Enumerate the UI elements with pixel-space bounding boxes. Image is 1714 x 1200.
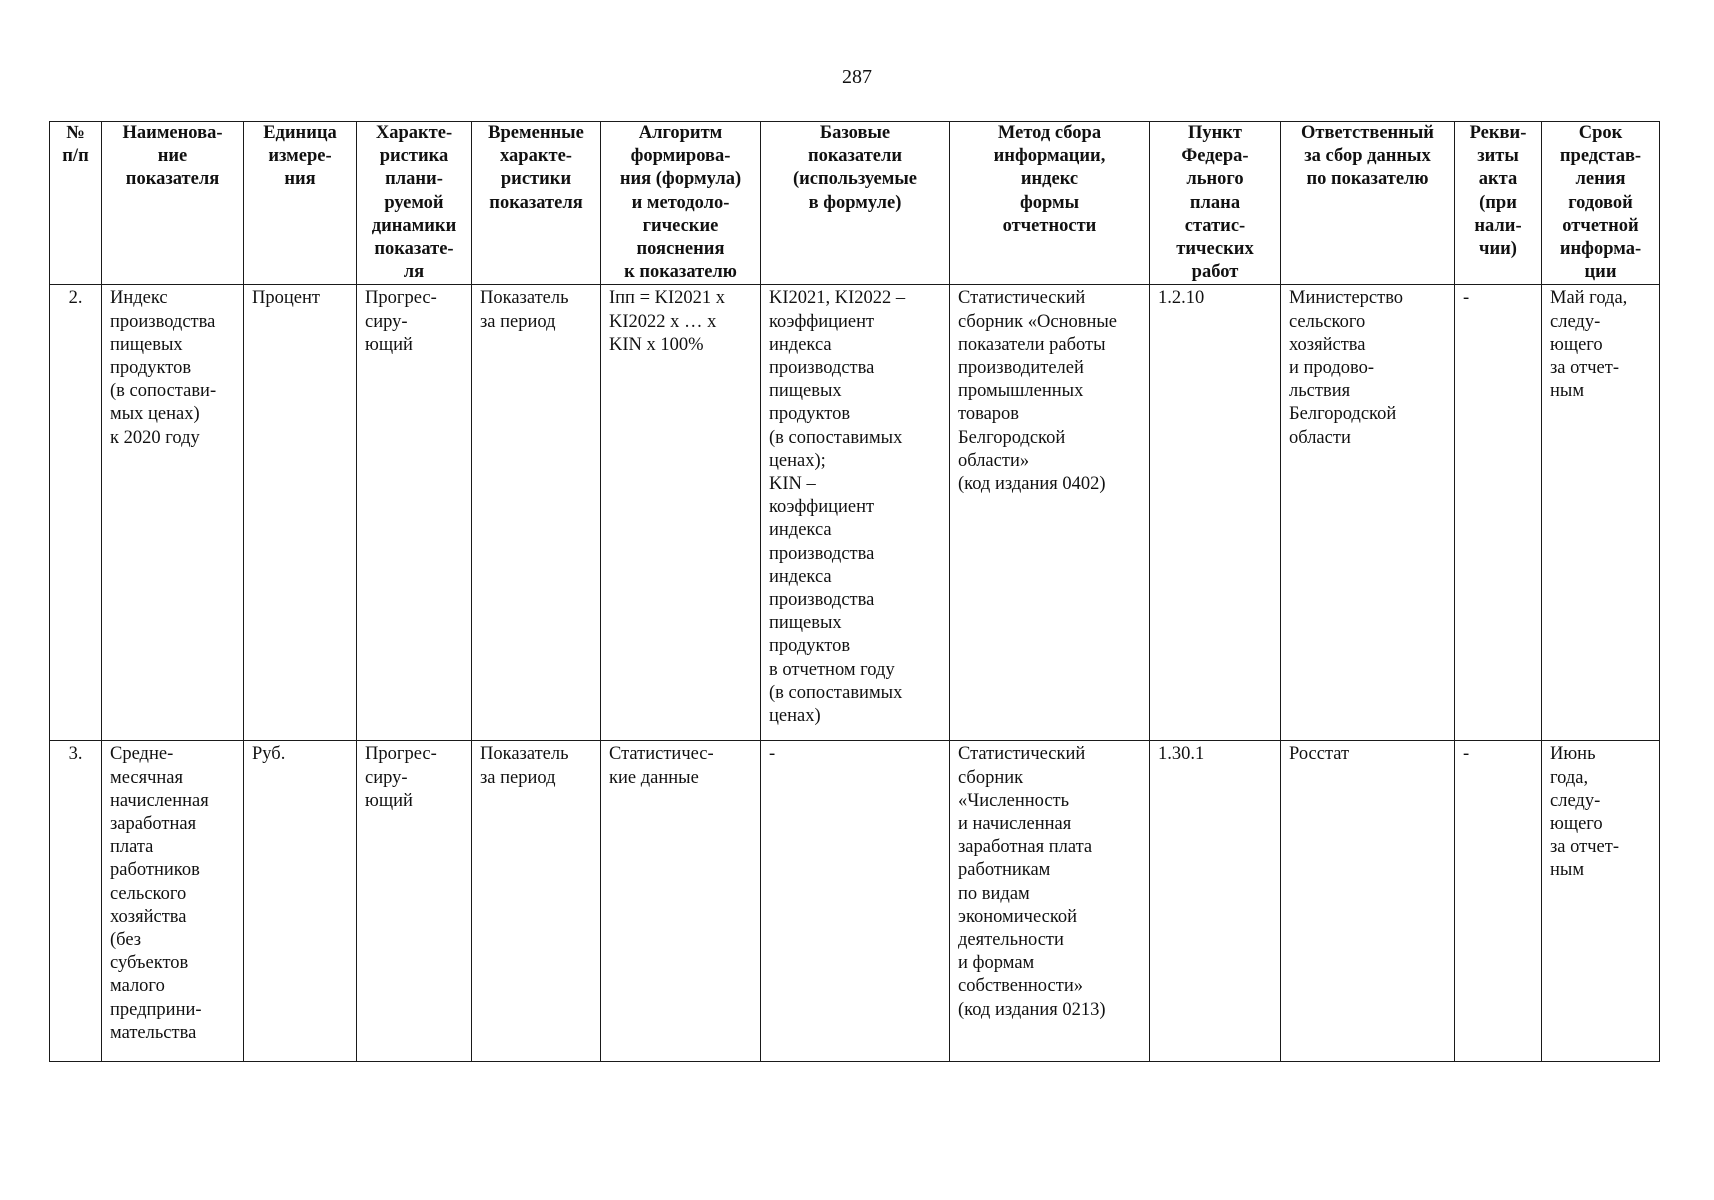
table-cell-unit: Процент — [244, 285, 357, 741]
table-row — [50, 741, 1660, 1062]
indicators-table — [49, 121, 1660, 1062]
header-algorithm: Алгоритм формирова- ния (формула) и методоло- гические пояснения к показателю — [601, 122, 761, 285]
table-cell-act-details: - — [1455, 285, 1542, 741]
table-cell-indicator-name: Средне- месячная начисленная заработная плата работников сельского хозяйства (без субъектов малого предприни- мательства — [102, 741, 244, 1062]
table-cell-time-characteristics: Показатель за период — [472, 741, 601, 1062]
table-cell-base-indicators: - — [761, 741, 950, 1062]
table-cell-base-indicators: KI2021, KI2022 – коэффициент индекса производства пищевых продуктов (в сопоставимых ценах); KIN – коэффициент индекса производства индекса производства пищевых продуктов в отчетном году (в сопоставимых ценах) — [761, 285, 950, 741]
table-cell-deadline: Май года, следу- ющего за отчет- ным — [1542, 285, 1660, 741]
table-cell-indicator-name: Индекс производства пищевых продуктов (в сопостави- мых ценах) к 2020 году — [102, 285, 244, 741]
header-collection-method: Метод сбора информации, индекс формы отчетности — [950, 122, 1150, 285]
header-unit: Единица измере- ния — [244, 122, 357, 285]
table-cell-collection-method: Статистический сборник «Основные показатели работы производителей промышленных товаров Белгородской области» (код издания 0402) — [950, 285, 1150, 741]
table-cell-dynamics: Прогрес- сиру- ющий — [357, 741, 472, 1062]
table-cell-algorithm: Iпп = KI2021 x KI2022 x … x KIN x 100% — [601, 285, 761, 741]
table-cell-number: 3. — [50, 741, 102, 1062]
table-cell-algorithm: Статистичес- кие данные — [601, 741, 761, 1062]
table-cell-unit: Руб. — [244, 741, 357, 1062]
table-cell-collection-method: Статистический сборник «Численность и начисленная заработная плата работникам по видам экономической деятельности и формам собственности» (код издания 0213) — [950, 741, 1150, 1062]
table-cell-responsible: Министерство сельского хозяйства и продово- льствия Белгородской области — [1281, 285, 1455, 741]
header-responsible: Ответственный за сбор данных по показателю — [1281, 122, 1455, 285]
header-indicator-name: Наименова- ние показателя — [102, 122, 244, 285]
table-cell-federal-plan-item: 1.30.1 — [1150, 741, 1281, 1062]
page-number: 287 — [842, 66, 872, 88]
table-cell-dynamics: Прогрес- сиру- ющий — [357, 285, 472, 741]
table-cell-federal-plan-item: 1.2.10 — [1150, 285, 1281, 741]
header-number: № п/п — [50, 122, 102, 285]
table-cell-deadline: Июнь года, следу- ющего за отчет- ным — [1542, 741, 1660, 1062]
header-act-details: Рекви- зиты акта (при нали- чии) — [1455, 122, 1542, 285]
table-row — [50, 285, 1660, 741]
table-cell-number: 2. — [50, 285, 102, 741]
header-base-indicators: Базовые показатели (используемые в формуле) — [761, 122, 950, 285]
header-dynamics: Характе- ристика плани- руемой динамики показате- ля — [357, 122, 472, 285]
table-cell-act-details: - — [1455, 741, 1542, 1062]
table-cell-time-characteristics: Показатель за период — [472, 285, 601, 741]
header-federal-plan-item: Пункт Федера- льного плана статис- тических работ — [1150, 122, 1281, 285]
header-deadline: Срок представ- ления годовой отчетной информа- ции — [1542, 122, 1660, 285]
header-row — [50, 122, 1660, 285]
table-cell-responsible: Росстат — [1281, 741, 1455, 1062]
header-time-characteristics: Временные характе- ристики показателя — [472, 122, 601, 285]
